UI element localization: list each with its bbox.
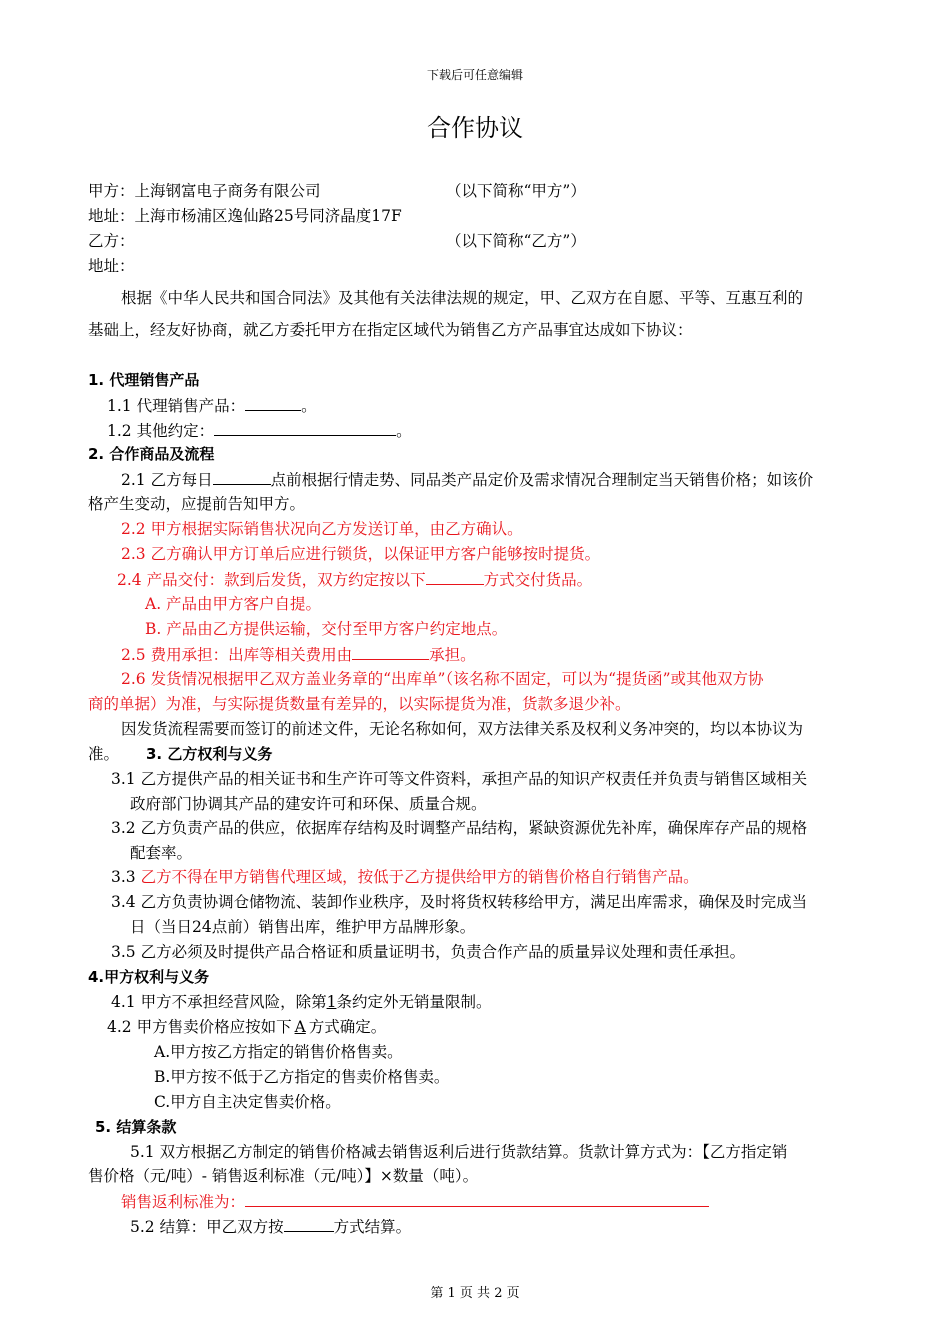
blank-field <box>213 469 271 485</box>
party-b-alias: （以下简称“乙方”） <box>446 232 586 250</box>
clause-3-1-cont: 政府部门协调其产品的建安许可和环保、质量合规。 <box>130 795 487 813</box>
clause-text: 条约定外无销量限制。 <box>336 993 492 1011</box>
clause-text: 点前根据行情走势、同品类产品定价及需求情况合理制定当天销售价格；如该价 <box>270 471 814 489</box>
blank-field <box>352 644 429 660</box>
blank-field <box>245 395 301 411</box>
clause-1-1 <box>107 395 317 416</box>
rebate-standard <box>121 1191 709 1212</box>
clause-text: 4.2 甲方售卖价格应按如下 <box>107 1018 292 1036</box>
intro-line-2: 基础上，经友好协商，就乙方委托甲方在指定区域代为销售乙方产品事宜达成如下协议： <box>88 321 693 339</box>
section-4-heading: 4.甲方权利与义务 <box>88 968 210 986</box>
clause-4-2-option-b: B.甲方按不低于乙方指定的售卖价格售卖。 <box>154 1068 450 1086</box>
blank-field <box>426 569 484 585</box>
section-5-heading: 5. 结算条款 <box>95 1118 177 1136</box>
clause-text: 1.2 其他约定： <box>107 422 215 440</box>
clause-text: 5.2 结算：甲乙双方按 <box>130 1218 284 1236</box>
clause-3-2-cont: 配套率。 <box>130 844 193 862</box>
clause-text: 2.4 产品交付：款到后发货，双方约定按以下 <box>117 571 426 589</box>
clause-text: 乙方不得在甲方销售代理区域，按低于乙方提供给甲方的销售价格自行销售产品。 <box>140 868 699 886</box>
clause-text: 。 <box>301 397 317 415</box>
clause-2-4-option-b: B. 产品由乙方提供运输，交付至甲方客户约定地点。 <box>145 620 508 638</box>
clause-3-4: 3.4 乙方负责协调仓储物流、装卸作业秩序，及时将货权转移给甲方，满足出库需求，确保及时完成当 <box>111 893 808 911</box>
clause-2-5 <box>121 644 476 665</box>
clause-3-4-cont: 日（当日24点前）销售出库，维护甲方品牌形象。 <box>130 918 476 936</box>
clause-2-4-option-a: A. 产品由甲方客户自提。 <box>145 595 322 613</box>
party-b-label: 乙方： <box>88 232 135 250</box>
clause-3-2: 3.2 乙方负责产品的供应，依据库存结构及时调整产品结构，紧缺资源优先补库，确保库存产品的规格 <box>111 819 808 837</box>
clause-text: 承担。 <box>429 646 476 664</box>
section-1-heading: 1. 代理销售产品 <box>88 371 200 389</box>
flow-note-cont: 准。 <box>88 745 120 763</box>
section-3-heading: 3. 乙方权利与义务 <box>146 745 273 763</box>
clause-text: 1.1 代理销售产品： <box>107 397 246 415</box>
page-footer: 第 1 页 共 2 页 <box>430 1286 520 1301</box>
clause-number: 3.3 <box>111 868 141 886</box>
section-2-heading: 2. 合作商品及流程 <box>88 445 215 463</box>
clause-5-1-cont: 售价格（元/吨）- 销售返利标准（元/吨）】×数量（吨）。 <box>88 1167 479 1185</box>
rebate-label: 销售返利标准为： <box>121 1193 246 1211</box>
clause-2-3: 2.3 乙方确认甲方订单后应进行锁货，以保证甲方客户能够按时提货。 <box>121 545 601 563</box>
clause-5-1: 5.1 双方根据乙方制定的销售价格减去销售返利后进行货款结算。货款计算方式为：【乙方指定销 <box>130 1143 788 1161</box>
clause-2-6-cont: 商的单据）为准，与实际提货数量有差异的，以实际提货为准，货款多退少补。 <box>88 695 631 713</box>
clause-text: 2.5 费用承担：出库等相关费用由 <box>121 646 353 664</box>
clause-2-1-cont: 格产生变动，应提前告知甲方。 <box>88 495 306 513</box>
filled-value: A <box>294 1018 306 1036</box>
party-a-address <box>88 206 402 226</box>
document-title: 合作协议 <box>427 114 523 142</box>
clause-4-2-option-a: A.甲方按乙方指定的销售价格售卖。 <box>154 1043 403 1061</box>
page-header: 下载后可任意编辑 <box>426 68 523 82</box>
flow-note: 因发货流程需要而签订的前述文件，无论名称如何，双方法律关系及权利义务冲突的，均以本协议为 <box>121 720 804 738</box>
filled-value: 1 <box>326 993 337 1011</box>
clause-3-3 <box>111 867 699 887</box>
clause-2-6: 2.6 发货情况根据甲乙双方盖业务章的“出库单”（该名称不固定，可以为“提货函”或其他双方协 <box>121 670 764 688</box>
clause-3-5: 3.5 乙方必须及时提供产品合格证和质量证明书，负责合作产品的质量异议处理和责任承担。 <box>111 943 746 961</box>
address-label: 地址： <box>88 207 135 225</box>
clause-text: 方式交付货品。 <box>483 571 593 589</box>
clause-text: 方式确定。 <box>308 1018 387 1036</box>
blank-field <box>245 1191 709 1207</box>
clause-4-1 <box>111 992 491 1012</box>
address-value: 上海市杨浦区逸仙路25号同济晶度17F <box>134 207 402 225</box>
blank-field <box>284 1216 334 1232</box>
clause-2-4 <box>117 569 592 590</box>
party-a-label: 甲方： <box>88 182 135 200</box>
clause-4-2-option-c: C.甲方自主决定售卖价格。 <box>154 1093 341 1111</box>
party-a-name: 上海钢富电子商务有限公司 <box>134 182 321 200</box>
party-a-alias: （以下简称“甲方”） <box>446 182 586 200</box>
clause-text: 。 <box>396 422 412 440</box>
clause-2-2: 2.2 甲方根据实际销售状况向乙方发送订单，由乙方确认。 <box>121 520 523 538</box>
clause-4-2 <box>107 1017 386 1037</box>
party-b-address-label: 地址： <box>88 257 135 275</box>
clause-text: 4.1 甲方不承担经营风险，除第 <box>111 993 327 1011</box>
clause-1-2 <box>107 420 412 441</box>
clause-2-1 <box>121 469 813 490</box>
clause-5-2 <box>130 1216 411 1237</box>
intro-line-1: 根据《中华人民共和国合同法》及其他有关法律法规的规定，甲、乙双方在自愿、平等、互惠互利的 <box>121 289 804 307</box>
blank-field <box>214 420 396 436</box>
clause-text: 2.1 乙方每日 <box>121 471 213 489</box>
clause-text: 方式结算。 <box>333 1218 412 1236</box>
clause-3-1: 3.1 乙方提供产品的相关证书和生产许可等文件资料，承担产品的知识产权责任并负责与销售区域相关 <box>111 770 808 788</box>
party-a-line <box>88 181 321 201</box>
